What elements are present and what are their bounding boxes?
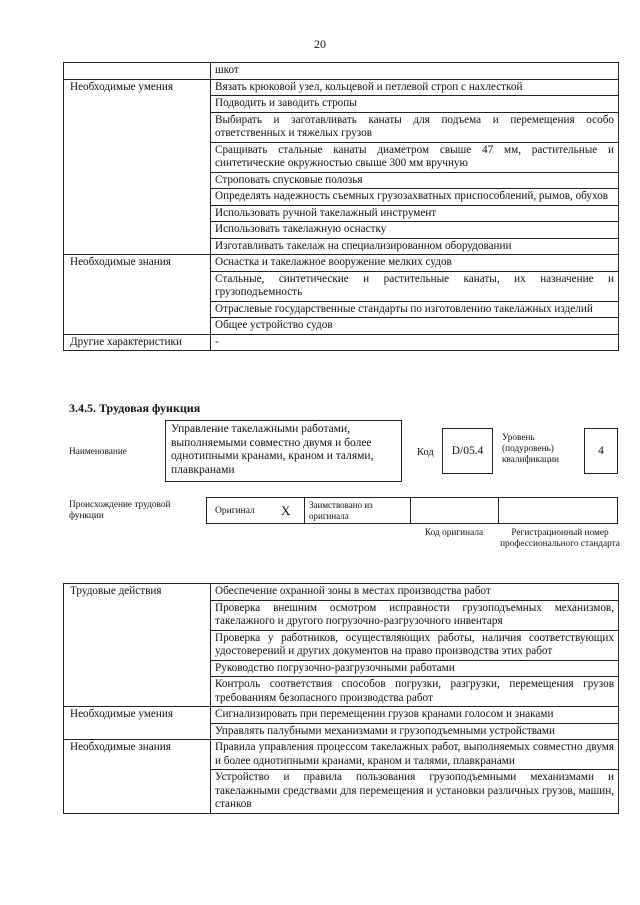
row-item: Руководство погрузочно-разгрузочными работами	[211, 660, 619, 677]
code-label: Код	[417, 447, 434, 458]
row-item: Изготавливать такелаж на специализированном оборудовании	[211, 238, 619, 255]
row-item: Стальные, синтетические и растительные канаты, их назначение и грузоподъемность	[211, 271, 619, 301]
row-item: шкот	[211, 63, 619, 80]
table-row	[64, 584, 619, 601]
original-mark: X	[281, 503, 291, 518]
original-cell	[206, 497, 304, 524]
section-heading: 3.4.5. Трудовая функция	[69, 401, 201, 415]
borrowed-cell	[304, 497, 410, 524]
row-label: Необходимые умения	[64, 79, 211, 255]
code-original-label: Код оригинала	[424, 528, 484, 538]
row-item: Подводить и заводить стропы	[211, 96, 619, 113]
row-item: Общее устройство судов	[211, 318, 619, 335]
row-item: Использовать такелажную оснастку	[211, 222, 619, 239]
page-number: 20	[314, 37, 326, 51]
row-label: Необходимые умения	[64, 707, 211, 740]
row-item: Контроль соответствия способов погрузки, разгрузки, перемещения грузов требованиям безопасного производства работ	[211, 677, 619, 707]
table-row	[64, 255, 619, 272]
origin-row	[206, 497, 618, 524]
table-row	[64, 63, 619, 80]
table-row	[64, 334, 619, 351]
level-value-box: 4	[584, 428, 618, 474]
borrowed-label: Заимствовано из оригинала	[309, 500, 373, 521]
row-item: Устройство и правила пользования грузоподъемными механизмами и такелажными средствами для перемещения и установки различных грузов, машин, станков	[211, 770, 619, 814]
reg-number-label: Регистрационный номер профессионального стандарта	[500, 528, 620, 549]
reg-number-cell	[498, 497, 618, 524]
row-item: Проверка у работников, осуществляющих работы, наличия соответствующих удостоверений и других документов на право производства этих работ	[211, 630, 619, 660]
row-item: Обеспечение охранной зоны в местах производства работ	[211, 584, 619, 601]
row-item: Использовать ручной такелажный инструмент	[211, 205, 619, 222]
row-label: Необходимые знания	[64, 740, 211, 814]
row-item: Вязать крюковой узел, кольцевой и петлевой строп с нахлесткой	[211, 79, 619, 96]
row-item: -	[211, 334, 619, 351]
row-label: Трудовые действия	[64, 584, 211, 707]
row-label: Другие характеристики	[64, 334, 211, 351]
row-item: Отраслевые государственные стандарты по изготовлению такелажных изделий	[211, 301, 619, 318]
name-label: Наименование	[69, 447, 127, 457]
code-original-cell	[410, 497, 498, 524]
function-name-box: Управление такелажными работами, выполняемыми совместно двумя и более однотипными кранами, краном и талями, плавкранами	[165, 420, 402, 482]
table-row	[64, 79, 619, 96]
row-label	[64, 63, 211, 80]
code-value-box: D/05.4	[442, 428, 493, 474]
bottom-actions-table	[63, 583, 619, 814]
row-item: Строповать спусковые полозья	[211, 172, 619, 189]
level-label: Уровень (подуровень) квалификации	[502, 433, 560, 465]
row-item: Определять надежность съемных грузозахватных приспособлений, рымов, обухов	[211, 189, 619, 206]
row-item: Управлять палубными механизмами и грузоподъемными устройствами	[211, 723, 619, 740]
row-item: Выбирать и заготавливать канаты для подъема и перемещения особо ответственных и тяжелых грузов	[211, 112, 619, 142]
row-item: Оснастка и такелажное вооружение мелких судов	[211, 255, 619, 272]
top-skills-table	[63, 62, 619, 351]
row-item: Сигнализировать при перемещении грузов кранами голосом и знаками	[211, 707, 619, 724]
table-row	[64, 740, 619, 770]
row-label: Необходимые знания	[64, 255, 211, 335]
table-row	[64, 707, 619, 724]
row-item: Проверка внешним осмотром исправности грузоподъемных механизмов, такелажного и другого погрузочно-разгрузочного инвентаря	[211, 600, 619, 630]
origin-label: Происхождение трудовой функции	[69, 500, 171, 521]
row-item: Сращивать стальные канаты диаметром свыше 47 мм, растительные и синтетические окружностью свыше 300 мм вручную	[211, 142, 619, 172]
original-label: Оригинал	[215, 506, 255, 516]
row-item: Правила управления процессом такелажных работ, выполняемых совместно двумя и более однотипными кранами, краном и талями, плавкранами	[211, 740, 619, 770]
